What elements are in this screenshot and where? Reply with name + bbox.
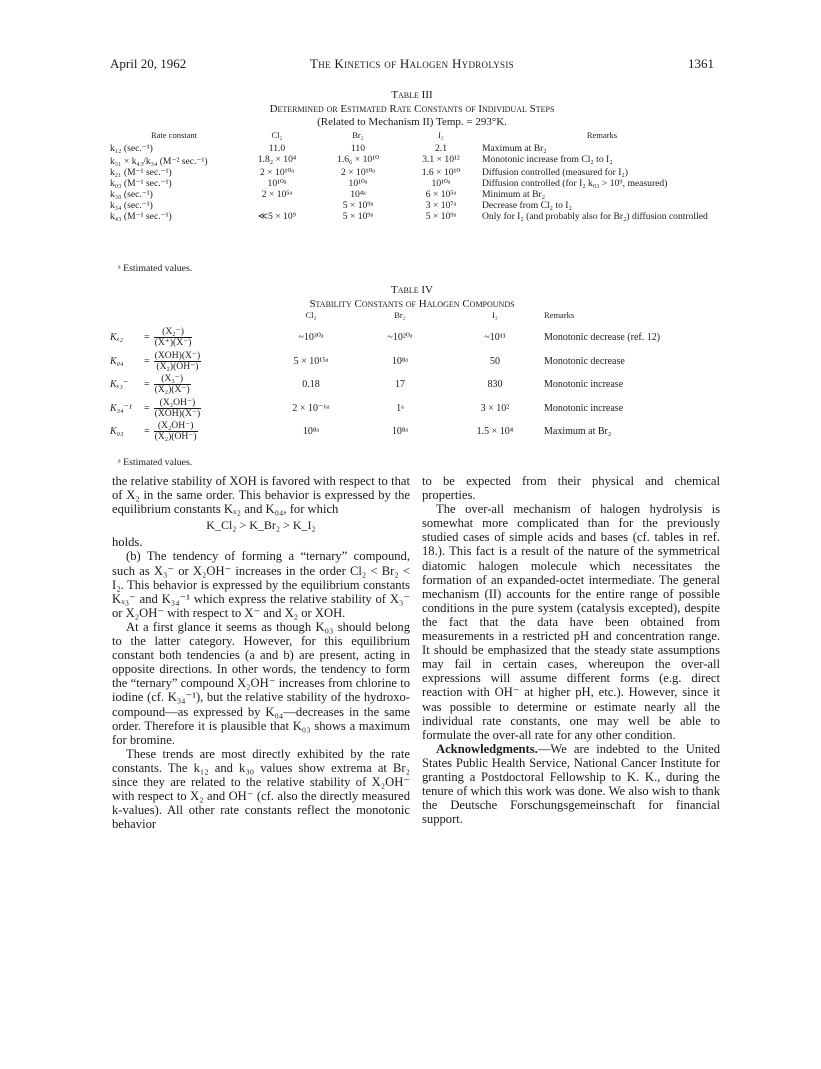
t3-header-cl: Cl₂ <box>271 130 283 140</box>
left-paragraph-4: At a first glance it seems as though K₀₃ should belong to the latter category. However, for this equilibrium constant both tendencies (a and b) are present, acting in opposite directions. In other words, the tendency to form the “ternary” compound X₂OH⁻ increases from chlorine to iodine (cf. K₃₄⁻¹), but the relative stability of the hydroxo-compound—as expressed by K₀₄—decreases in the same order. Therefore it is plausible that K₀₃ shows a maximum for bromine. <box>112 619 410 747</box>
t4-cell-expression <box>110 397 268 421</box>
t3-cell-i: 10¹⁰ᵃ <box>431 178 451 189</box>
t4-symbol: K₀₄ <box>110 355 124 367</box>
t3-row <box>110 189 722 200</box>
inequality: K_Cl₂ > K_Br₂ > K_I₂ <box>206 518 316 533</box>
page-number: 1361 <box>688 56 714 71</box>
t4-symbol: Kₓ₃⁻ <box>110 379 129 391</box>
t4-cell-remark: Monotonic increase <box>544 379 624 391</box>
t3-header-i: I₂ <box>438 130 444 140</box>
t4-fraction <box>154 421 198 442</box>
t3-cell-br: 2 × 10¹⁰ᵃ <box>341 167 375 178</box>
t3-cell-rate: k₄₃ (M⁻¹ sec.⁻¹) <box>110 211 172 222</box>
t4-cell-i: ~10¹¹ <box>484 332 506 344</box>
t3-header-remarks: Remarks <box>586 130 618 140</box>
t4-denominator: (X₂)(X⁻) <box>154 384 190 396</box>
t4-cell-i: 3 × 10² <box>480 402 510 414</box>
t4-header-i: I₂ <box>492 310 498 320</box>
t3-cell-i: 3 × 10⁷ᵃ <box>425 200 457 211</box>
t4-denominator: (X₂)(OH⁻) <box>156 360 199 372</box>
t3-cell-cl: 10¹⁰ᵃ <box>267 178 287 189</box>
table3-footnote: ᵃ Estimated values. <box>118 263 193 274</box>
t4-denominator: (XOH)(X⁻) <box>154 407 201 419</box>
table4 <box>110 309 722 444</box>
t4-header-remarks: Remarks <box>544 310 575 320</box>
t4-fraction <box>154 351 202 372</box>
t3-cell-rate: k₂₁ (M⁻¹ sec.⁻¹) <box>110 167 172 178</box>
t3-cell-rate: k₀₃ (M⁻¹ sec.⁻¹) <box>110 178 172 189</box>
t3-cell-i: 3.1 × 10¹² <box>422 154 460 165</box>
t3-cell-remark: Diffusion controlled (for I₂ k₀₃ > 10⁹, measured) <box>482 178 668 189</box>
t3-cell-cl: 11.0 <box>268 143 286 154</box>
t3-header-rate: Rate constant <box>150 130 198 140</box>
t4-symbol: K₀₃ <box>110 426 124 438</box>
right-paragraph-2: The over-all mechanism of halogen hydrolysis is somewhat more complicated than for the previously studied cases of simple acids and bases (cf. tables in ref. 18.). This fact is a result of the nature of the symmetrical diatomic halogen molecule which necessitates the formation of an expanded-octet intermediate. The general mechanism (II) accounts for the entire range of possible conditions in the pure system (catalysis excepted), despite the fact that the data have been obtained from measurements in a restricted pH and concentration range. It should be emphasized that the steady state assumptions may fail in certain cases, whereupon the over-all expressions will assume different forms (e.g. direct reaction with OH⁻ at higher pH, etc.). However, since it was possible to determine or estimate nearly all the individual rate constants, one may well be able to formulate the over-all rate for any other condition. <box>422 502 720 742</box>
t4-symbol: K₃₄⁻¹ <box>110 402 132 414</box>
table4-label: Table IV <box>391 284 433 296</box>
t4-symbol: Kₓ₂ <box>110 332 123 344</box>
t4-cell-cl: 10⁸ᵃ <box>302 426 320 438</box>
t3-row <box>110 167 722 178</box>
t4-fraction <box>154 398 202 419</box>
table4-title: Stability Constants of Halogen Compounds <box>309 298 515 310</box>
t4-denominator: (X₂)(OH⁻) <box>154 431 197 443</box>
t4-cell-br: 1ᵃ <box>396 402 404 414</box>
t4-fraction <box>154 327 193 348</box>
t4-cell-cl: 0.18 <box>302 379 320 391</box>
t4-numerator: (X₂OH⁻) <box>154 398 202 409</box>
t3-row <box>110 143 722 154</box>
t4-cell-br: 10⁸ᵃ <box>391 355 409 367</box>
t3-cell-rate: k₁₂ (sec.⁻¹) <box>110 143 153 154</box>
t3-cell-br: 5 × 10⁹ᵃ <box>342 200 374 211</box>
t4-cell-cl: 2 × 10⁻⁶ᵃ <box>292 402 330 414</box>
t3-cell-cl: 1.8₂ × 10⁴ <box>257 154 297 165</box>
ack-label: Acknowledgments. <box>436 741 538 756</box>
table3-title: Determined or Estimated Rate Constants of Individual Steps <box>269 103 555 115</box>
t3-cell-rate: k₃₄ (sec.⁻¹) <box>110 200 153 211</box>
t4-cell-i: 50 <box>490 355 500 367</box>
t4-cell-remark: Maximum at Br₂ <box>544 426 612 438</box>
t4-numerator: (X₃⁻) <box>154 374 191 385</box>
t3-header-br: Br₂ <box>352 130 364 140</box>
t3-cell-remark: Minimum at Br₂ <box>482 189 546 200</box>
t3-cell-br: 10⁴ᵃ <box>350 189 366 200</box>
left-column <box>112 474 410 831</box>
t3-cell-i: 1.6 × 10¹⁰ <box>421 167 461 178</box>
t3-row <box>110 200 722 211</box>
t3-row <box>110 178 722 189</box>
t4-header-br: Br₂ <box>394 310 406 320</box>
right-column <box>422 474 720 826</box>
t4-equals-sign: = <box>144 426 150 438</box>
t3-cell-remark: Diffusion controlled (measured for I₂) <box>482 167 628 178</box>
left-paragraph-1: the relative stability of XOH is favored with respect to that of X₂ in the same order. This behavior is expressed by the equilibrium constants Kₓ₂ and K₀₄, for which <box>112 474 410 517</box>
table3-subtitle: (Related to Mechanism II) Temp. = 293°K. <box>317 116 507 128</box>
t4-header-blank <box>110 309 268 326</box>
right-paragraph-1: to be expected from their physical and chemical properties. <box>422 474 720 503</box>
t4-cell-cl: ~10³⁰ᵃ <box>298 332 324 344</box>
t4-cell-expression <box>110 350 268 374</box>
t4-cell-br: 10⁸ᵃ <box>391 426 409 438</box>
t4-cell-remark: Monotonic increase <box>544 402 624 414</box>
acknowledgments <box>422 742 720 827</box>
t4-numerator: (XOH)(X⁻) <box>154 349 201 361</box>
t4-cell-i: 830 <box>487 379 503 391</box>
table4-footnote: ᵃ Estimated values. <box>118 457 193 468</box>
t4-cell-expression <box>110 326 268 350</box>
ack-text: —We are indebted to the United States Public Health Service, National Cancer Institute for granting a Postdoctoral Fellowship to K. K., during the tenure of which this work was done. We also wish to thank the Deutsche Forschungsgemeinschaft for financial support. <box>422 741 720 827</box>
t4-cell-br: 17 <box>395 379 405 391</box>
t3-cell-remark: Monotonic increase from Cl₂ to I₂ <box>482 154 613 165</box>
running-title: The Kinetics of Halogen Hydrolysis <box>310 56 514 71</box>
t4-cell-cl: 5 × 10¹⁵ᵃ <box>293 355 329 367</box>
t4-equals-sign: = <box>144 355 150 367</box>
t3-cell-i: 6 × 10⁵ᵃ <box>425 189 457 200</box>
t4-cell-br: ~10²⁰ᵃ <box>387 332 413 344</box>
table3 <box>110 130 722 222</box>
page-header <box>110 56 714 74</box>
left-paragraph-5: These trends are most directly exhibited by the rate constants. The k₁₂ and k₃₀ values show extrema at Br₂ since they are related to the relative stability of X₂OH⁻ with respect to X₂ and OH⁻ (cf. also the directly measured k-values). All other rate constants reflect the monotonic behavior <box>112 746 410 832</box>
t3-cell-br: 1.6₆ × 10¹⁰ <box>337 154 379 165</box>
t3-cell-i: 2.1 <box>435 143 447 154</box>
t4-cell-i: 1.5 × 10⁴ <box>476 426 514 438</box>
t4-row <box>110 326 722 350</box>
t3-cell-cl: 2 × 10¹⁰ᵃ <box>260 167 294 178</box>
t3-cell-remark: Maximum at Br₂ <box>482 143 547 154</box>
table3-label: Table III <box>391 89 433 101</box>
t4-header-cl: Cl₂ <box>305 310 317 320</box>
t3-cell-br: 10¹⁰ᵃ <box>348 178 368 189</box>
t4-equals-sign: = <box>144 402 150 414</box>
t4-row <box>110 397 722 421</box>
t4-cell-expression <box>110 420 268 444</box>
t3-cell-rate: k₃₀ (sec.⁻¹) <box>110 189 153 200</box>
t3-row <box>110 211 722 222</box>
t4-equals-sign: = <box>144 332 150 344</box>
t4-cell-expression <box>110 373 268 397</box>
t3-cell-rate: k₃₁ × k₄₃/k₃₄ (M⁻² sec.⁻¹) <box>110 156 208 167</box>
t3-cell-cl: ≪5 × 10⁹ <box>258 211 296 222</box>
t4-numerator: (X₂OH⁻) <box>154 421 198 432</box>
left-paragraph-2: holds. <box>112 535 143 550</box>
t3-row <box>110 154 722 167</box>
t4-fraction <box>154 374 191 395</box>
t3-cell-br: 110 <box>350 143 366 154</box>
t3-cell-br: 5 × 10⁹ᵃ <box>342 211 374 222</box>
t3-cell-i: 5 × 10⁹ᵃ <box>425 211 457 222</box>
t4-cell-remark: Monotonic decrease <box>544 355 625 367</box>
t3-cell-cl <box>238 200 316 211</box>
t4-cell-remark: Monotonic decrease (ref. 12) <box>544 332 661 344</box>
header-date: April 20, 1962 <box>110 56 187 71</box>
t4-row <box>110 420 722 444</box>
t3-cell-remark: Only for I₂ (and probably also for Br₂) diffusion controlled <box>482 211 708 222</box>
t4-denominator: (X⁺)(X⁻) <box>154 337 192 349</box>
left-paragraph-3: (b) The tendency of forming a “ternary” compound, such as X₃⁻ or X₂OH⁻ increases in the order Cl₂ < Br₂ < I₂. This behavior is expressed by the equilibrium constants Kₓ₃⁻ and K₃₄⁻¹ which express the relative stability of X₃⁻ or X₂OH⁻ with respect to X⁻ and X₂ or XOH. <box>112 549 410 620</box>
t3-cell-remark: Decrease from Cl₂ to I₂ <box>482 200 572 211</box>
t4-numerator: (X₂⁻) <box>154 327 193 338</box>
t4-row <box>110 350 722 374</box>
t3-cell-cl: 2 × 10⁵ᵃ <box>261 189 293 200</box>
t4-equals-sign: = <box>144 379 150 391</box>
t4-row <box>110 373 722 397</box>
